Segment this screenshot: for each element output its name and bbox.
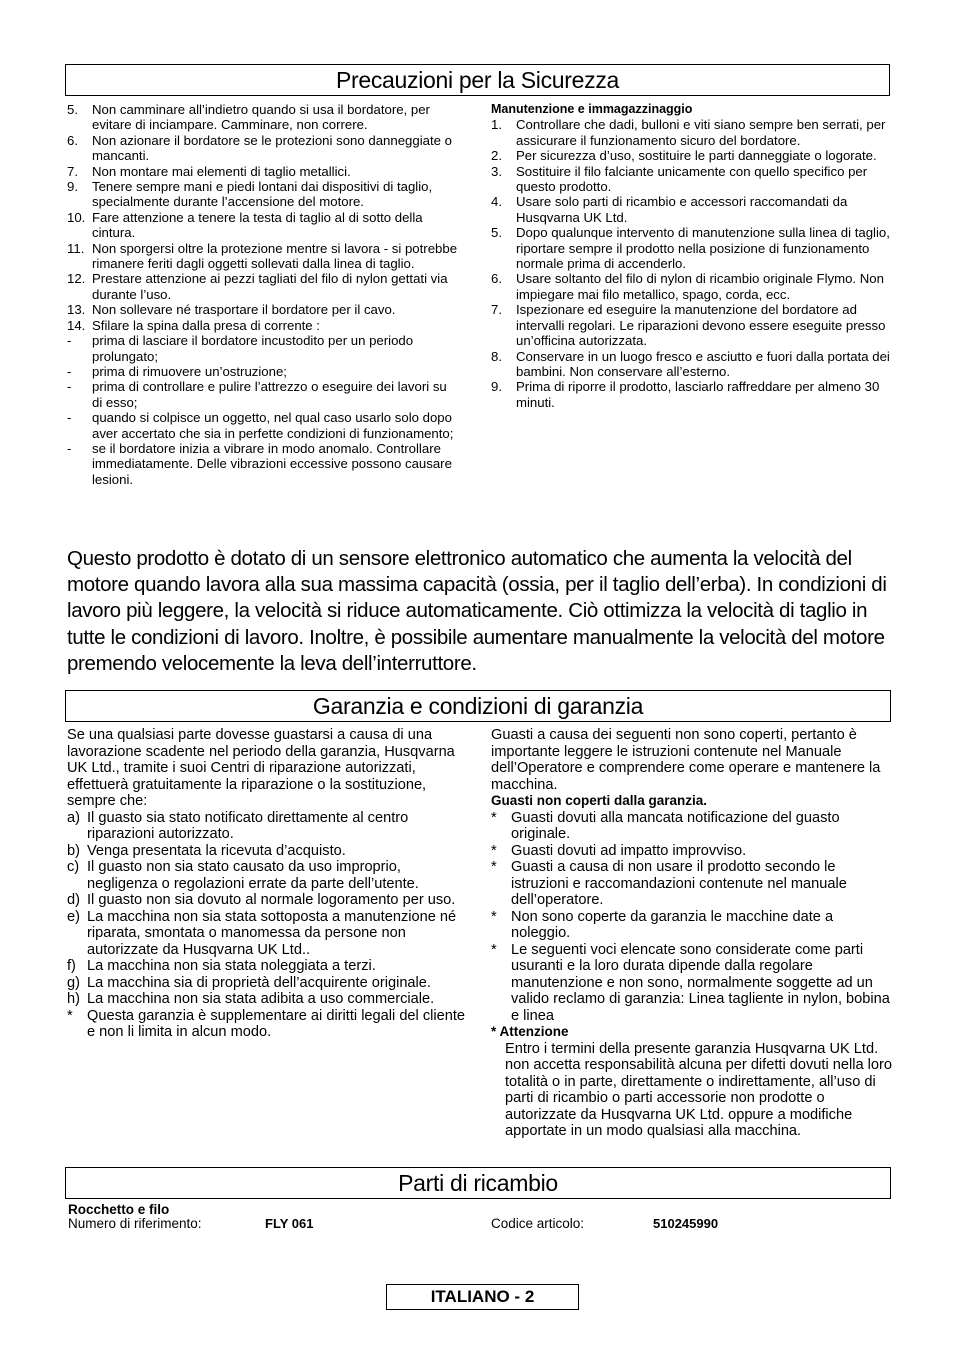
list-item — [67, 164, 459, 179]
warranty-right-column — [491, 727, 896, 1140]
list-item — [67, 102, 459, 133]
list-item — [67, 909, 467, 959]
list-item — [491, 859, 896, 909]
list-item-text: Guasti a causa di non usare il prodotto secondo le istruzioni e raccomandazioni contenute nel manuale dell’operatore. — [511, 859, 847, 908]
list-item-text: Il guasto sia stato notificato direttamente al centro riparazioni autorizzato. — [87, 809, 409, 842]
list-item-text: Le seguenti voci elencate sono considerate come parti usuranti e la loro durata dipende dalla regolare manutenzione e non sono, normalmente soggette ad un valido reclamo di garanzia: Linea tagliente in nylon, bobina e linea — [511, 941, 890, 1024]
list-item-number: - — [67, 410, 72, 426]
list-item-text: Usare solo parti di ricambio e accessori raccomandati da Husqvarna UK Ltd. — [516, 194, 848, 225]
list-item-number: 7. — [491, 302, 502, 318]
list-item-number: - — [67, 440, 72, 456]
list-item-text: La macchina non sia stata adibita a uso commerciale. — [87, 991, 435, 1007]
list-item-text: Tenere sempre mani e piedi lontani dai dispositivi di taglio, specialmente durante l’accensione del motore. — [92, 179, 433, 210]
list-item-text: Non camminare all’indietro quando si usa il bordatore, per evitare di inciampare. Camminare, non correre. — [92, 102, 430, 133]
list-item-number: 7. — [67, 163, 78, 179]
list-item-number: 6. — [491, 271, 502, 287]
list-item-number: 8. — [491, 348, 502, 364]
warranty-intro: Se una qualsiasi parte dovesse guastarsi a causa di una lavorazione scadente nel periodo della garanzia, Husqvarna UK Ltd., tramite i suoi Centri di riparazione autorizzati, effettuerà gratuitamente la riparazione o la sostituzione, sempre che: — [67, 727, 455, 809]
list-item — [67, 302, 459, 317]
list-item-number: 14. — [67, 317, 86, 333]
list-item — [67, 241, 459, 272]
list-item-number: h) — [67, 991, 80, 1007]
spares-code-value: 510245990 — [653, 1216, 719, 1231]
list-item-text: Sfilare la spina dalla presa di corrente : — [92, 317, 320, 333]
list-item-text: Prima di riporre il prodotto, lasciarlo raffreddare per almeno 30 minuti. — [516, 379, 880, 410]
footer-page-label: ITALIANO - 2 — [386, 1284, 579, 1310]
attention-label: * Attenzione — [491, 1024, 569, 1039]
list-item-text: quando si colpisce un oggetto, nel qual caso usarlo solo dopo aver accertato che sia in perfette condizioni di funzionamento; — [92, 410, 454, 441]
list-item-number: d) — [67, 892, 80, 908]
list-item-text: Controllare che dadi, bulloni e viti siano sempre ben serrati, per assicurare il funzionamento sicuro del bordatore. — [516, 117, 886, 148]
warranty-conditions-list — [67, 810, 467, 1041]
list-item-text: se il bordatore inizia a vibrare in modo anomalo. Controllare immediatamente. Delle vibrazioni eccessive possono causare lesioni. — [92, 440, 452, 487]
list-item-number: 12. — [67, 271, 86, 287]
list-item — [67, 859, 467, 892]
list-item — [491, 164, 891, 195]
list-item — [67, 810, 467, 843]
list-item-number: 11. — [67, 240, 85, 256]
sensor-paragraph: Questo prodotto è dotato di un sensore elettronico automatico che aumenta la velocità del motore quando lavora alla sua massima capacità (ossia, per il taglio dell’erba). In condizioni di lavoro più leggere, la velocità si riduce automaticamente. Ciò ottimizza la velocità di taglio in tutte le condizioni di lavoro. Inoltre, è possibile aumentare manualmente la velocità del motore premendo velocemente la leva dell’interruttore. — [67, 547, 887, 675]
spares-code-label: Codice articolo: — [491, 1216, 585, 1231]
list-item-text: Usare soltanto del filo di nylon di ricambio originale Flymo. Non impiegare mai filo metallico, spago, corda, ecc. — [516, 271, 884, 302]
list-item — [67, 179, 459, 210]
list-item-number: 13. — [67, 302, 86, 318]
list-item — [491, 810, 896, 843]
list-item-text: Dopo qualunque intervento di manutenzione sulla linea di taglio, riportare sempre il prodotto nella posizione di funzionamento normale prima di accenderlo. — [516, 225, 890, 272]
list-item-number: 10. — [67, 209, 86, 225]
list-item — [491, 225, 891, 271]
list-item-number: 1. — [491, 117, 502, 133]
list-item-number: * — [491, 809, 497, 826]
warranty-left-column — [67, 727, 467, 1041]
list-item — [67, 379, 459, 410]
safety-right-column — [491, 102, 891, 410]
list-item — [491, 271, 891, 302]
list-item — [67, 318, 459, 333]
list-item — [67, 210, 459, 241]
list-item-number: 4. — [491, 194, 502, 210]
attention-text: Entro i termini della presente garanzia Husqvarna UK Ltd. non accetta responsabilità alcuna per difetti dovuti nella loro totalità o in parte, direttamente o indirettamente, all’uso di parti di ricambio o parti accessorie non prodotte o autorizzate da Husqvarna UK Ltd. oppure a modifiche apportate in un modo qualsiasi alla macchina. — [505, 1040, 892, 1139]
list-item — [67, 958, 467, 975]
list-item-text: Non sollevare né trasportare il bordatore per il cavo. — [92, 302, 396, 318]
list-item-text: La macchina non sia stata noleggiata a terzi. — [87, 958, 376, 974]
list-item-number: 2. — [491, 148, 502, 164]
list-item-text: Ispezionare ed eseguire la manutenzione del bordatore ad intervalli regolari. Le riparazioni devono essere eseguite presso un’officina autorizzata. — [516, 302, 886, 349]
list-item-number: b) — [67, 842, 80, 859]
list-item-number: 5. — [67, 102, 78, 117]
list-item-number: 5. — [491, 225, 502, 241]
list-item-text: Non sono coperte da garanzia le macchine date a noleggio. — [511, 908, 834, 941]
list-item-text: Non sporgersi oltre la protezione mentre si lavora - si potrebbe rimanere feriti dagli oggetti sollevati dalla linea di taglio. — [92, 240, 458, 272]
list-item-text: Non montare mai elementi di taglio metallici. — [92, 163, 351, 179]
list-item — [491, 194, 891, 225]
list-item — [67, 271, 459, 302]
list-item-text: Prestare attenzione ai pezzi tagliati del filo di nylon gettati via durante l’uso. — [92, 271, 448, 302]
list-item-number: 9. — [67, 179, 78, 195]
list-item-number: - — [67, 333, 72, 349]
list-item-text: Questa garanzia è supplementare ai diritti legali del cliente e non li limita in alcun modo. — [87, 1007, 466, 1040]
list-item-number: - — [67, 379, 72, 395]
list-item — [67, 364, 459, 379]
list-item-text: Per sicurezza d’uso, sostituire le parti danneggiate o logorate. — [516, 148, 877, 164]
list-item-number: c) — [67, 859, 80, 875]
list-item-text: Il guasto non sia dovuto al normale logoramento per uso. — [87, 892, 456, 908]
list-item-number: a) — [67, 809, 80, 826]
list-item-text: prima di lasciare il bordatore incustodito per un periodo prolungato; — [92, 333, 414, 364]
list-item-number: * — [491, 941, 497, 958]
list-item — [67, 1008, 467, 1041]
list-item-number: * — [491, 842, 497, 859]
list-item-text: La macchina sia di proprietà dell’acquirente originale. — [87, 974, 431, 991]
list-item-number: * — [491, 908, 497, 925]
maintenance-heading: Manutenzione e immagazzinaggio — [491, 102, 693, 116]
list-item-text: prima di controllare e pulire l’attrezzo o eseguire dei lavori su di esso; — [92, 379, 447, 410]
list-item-number: - — [67, 363, 72, 379]
list-item-text: Guasti dovuti ad impatto improvviso. — [511, 842, 747, 859]
safety-title: Precauzioni per la Sicurezza — [65, 64, 890, 96]
list-item — [67, 892, 467, 909]
list-item — [67, 410, 459, 441]
maintenance-list — [491, 117, 891, 410]
list-item-text: Non azionare il bordatore se le protezioni sono danneggiate o mancanti. — [92, 132, 452, 164]
list-item-text: Venga presentata la ricevuta d’acquisto. — [87, 842, 346, 859]
list-item — [491, 843, 896, 860]
list-item — [491, 349, 891, 380]
list-item — [67, 975, 467, 992]
list-item-text: Il guasto non sia stato causato da uso improprio, negligenza o regolazioni errate da parte dell’utente. — [87, 859, 419, 892]
not-covered-heading: Guasti non coperti dalla garanzia. — [491, 793, 708, 808]
warranty-right-intro: Guasti a causa dei seguenti non sono coperti, pertanto è importante leggere le istruzioni contenute nel Manuale dell’Operatore e comprendere come operare e mantenere la macchina. — [491, 727, 881, 793]
list-item-number: e) — [67, 908, 80, 925]
list-item — [491, 379, 891, 410]
list-item — [67, 333, 459, 364]
list-item — [67, 133, 459, 164]
list-item-text: prima di rimuovere un’ostruzione; — [92, 363, 287, 379]
list-item — [491, 302, 891, 348]
list-item-text: Fare attenzione a tenere la testa di taglio al di sotto della cintura. — [92, 209, 423, 241]
list-item — [491, 909, 896, 942]
list-item-text: Guasti dovuti alla mancata notificazione del guasto originale. — [511, 809, 840, 842]
list-item-number: f) — [67, 958, 76, 974]
list-item-number: 3. — [491, 163, 502, 179]
list-item-number: 9. — [491, 379, 502, 395]
spares-ref-value: FLY 061 — [265, 1216, 314, 1231]
list-item — [491, 148, 891, 163]
warranty-title: Garanzia e condizioni di garanzia — [65, 690, 891, 722]
safety-left-list — [67, 102, 459, 487]
spares-ref-label: Numero di riferimento: — [68, 1216, 202, 1231]
list-item-number: * — [67, 1007, 73, 1024]
list-item — [67, 991, 467, 1008]
spares-title: Parti di ricambio — [65, 1167, 891, 1199]
list-item — [491, 942, 896, 1025]
list-item-number: * — [491, 859, 497, 875]
spares-item-heading: Rocchetto e filo — [68, 1202, 170, 1217]
list-item-text: La macchina non sia stata sottoposta a manutenzione né riparata, smontata o manomessa da persone non autorizzate da Husqvarna UK Ltd.. — [87, 908, 457, 958]
list-item-text: Conservare in un luogo fresco e asciutto e fuori dalla portata dei bambini. Non conservare all’esterno. — [516, 348, 890, 379]
list-item — [491, 117, 891, 148]
not-covered-list — [491, 810, 896, 1025]
list-item-number: 6. — [67, 132, 78, 148]
list-item — [67, 843, 467, 860]
list-item — [67, 441, 459, 487]
list-item-number: g) — [67, 974, 80, 991]
list-item-text: Sostituire il filo falciante unicamente con quello specifico per questo prodotto. — [516, 163, 868, 195]
